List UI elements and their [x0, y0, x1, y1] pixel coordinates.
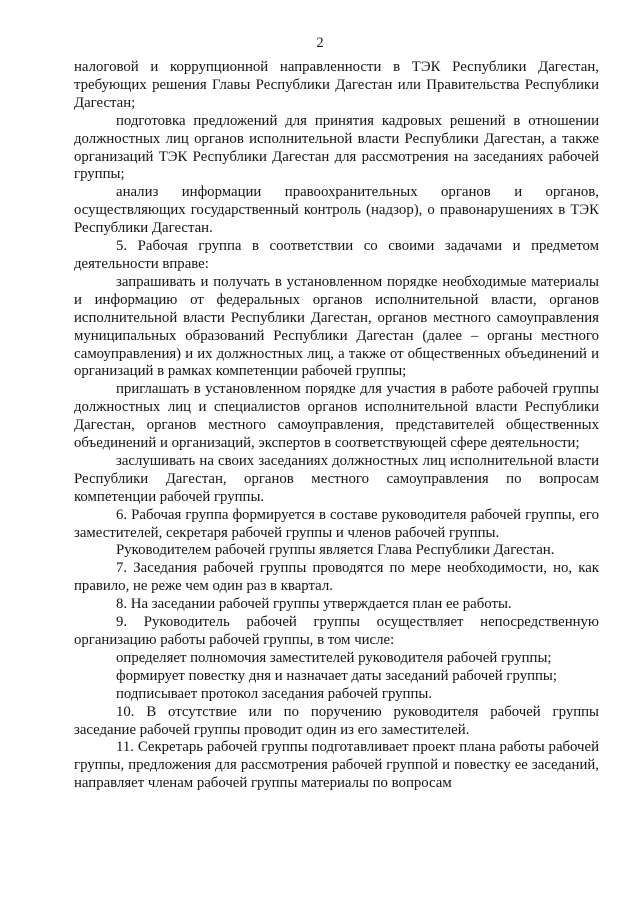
paragraph-group-head: Руководителем рабочей группы является Глава Республики Дагестан. [116, 542, 555, 559]
paragraph-clause-7: 7. Заседания рабочей группы проводятся по мере необходимости, но, как правило, не реже чем один раз в квартал. [74, 560, 599, 595]
paragraph-sign-protocol: подписывает протокол заседания рабочей группы. [116, 685, 433, 702]
paragraph-clause-5: 5. Рабочая группа в соответствии со своими задачами и предметом деятельности вправе: [74, 238, 599, 272]
paragraph-clause-11: 11. Секретарь рабочей группы подготавливает проект плана работы рабочей группы, предложения для рассмотрения рабочей группой и повестку ее заседаний, направляет членам рабочей группы материалы по вопросам [74, 739, 599, 792]
document-body [74, 59, 599, 793]
paragraph-analysis: анализ информации правоохранительных органов и органов, осуществляющих государственный контроль (надзор), о правонарушениях в ТЭК Республики Дагестан. [74, 184, 599, 237]
paragraph-clause-9: 9. Руководитель рабочей группы осуществляет непосредственную организацию работы рабочей группы, в том числе: [74, 614, 599, 648]
paragraph-request-materials: запрашивать и получать в установленном порядке необходимые материалы и информацию от федеральных органов исполнительной власти, органов исполнительной власти Республики Дагестан, органов местного самоуправления муниципальных образований Республики Дагестан (далее – органы местного самоуправления) и их должностных лиц, а также от общественных объединений и организаций в рамках компетенции рабочей группы; [74, 273, 599, 380]
paragraph-agenda: формирует повестку дня и назначает даты заседаний рабочей группы; [116, 667, 557, 684]
paragraph-clause-6: 6. Рабочая группа формируется в составе руководителя рабочей группы, его заместителей, секретаря рабочей группы и членов рабочей группы. [74, 506, 599, 541]
paragraph-invite: приглашать в установленном порядке для участия в работе рабочей группы должностных лиц и специалистов органов исполнительной власти Республики Дагестан, органов местного самоуправления, представителей общественных объединений и организаций, экспертов в соответствующей сфере деятельности; [74, 381, 599, 452]
page-number: 2 [316, 35, 324, 51]
paragraph-personnel-proposals: подготовка предложений для принятия кадровых решений в отношении должностных лиц органов исполнительной власти Республики Дагестан, а также организаций ТЭК Республики Дагестан для рассмотрения на заседаниях рабочей группы; [74, 112, 599, 183]
paragraph-clause-8: 8. На заседании рабочей группы утверждается план ее работы. [116, 596, 512, 613]
paragraph-define-powers: определяет полномочия заместителей руководителя рабочей группы; [116, 649, 552, 666]
paragraph-continuation: налоговой и коррупционной направленности в ТЭК Республики Дагестан, требующих решения Главы Республики Дагестан или Правительства Республики Дагестан; [74, 59, 599, 111]
paragraph-hear-officials: заслушивать на своих заседаниях должностных лиц исполнительной власти Республики Дагестан, органов местного самоуправления по вопросам компетенции рабочей группы. [74, 452, 599, 505]
paragraph-clause-10: 10. В отсутствие или по поручению руководителя рабочей группы заседание рабочей группы проводит один из его заместителей. [74, 703, 599, 738]
